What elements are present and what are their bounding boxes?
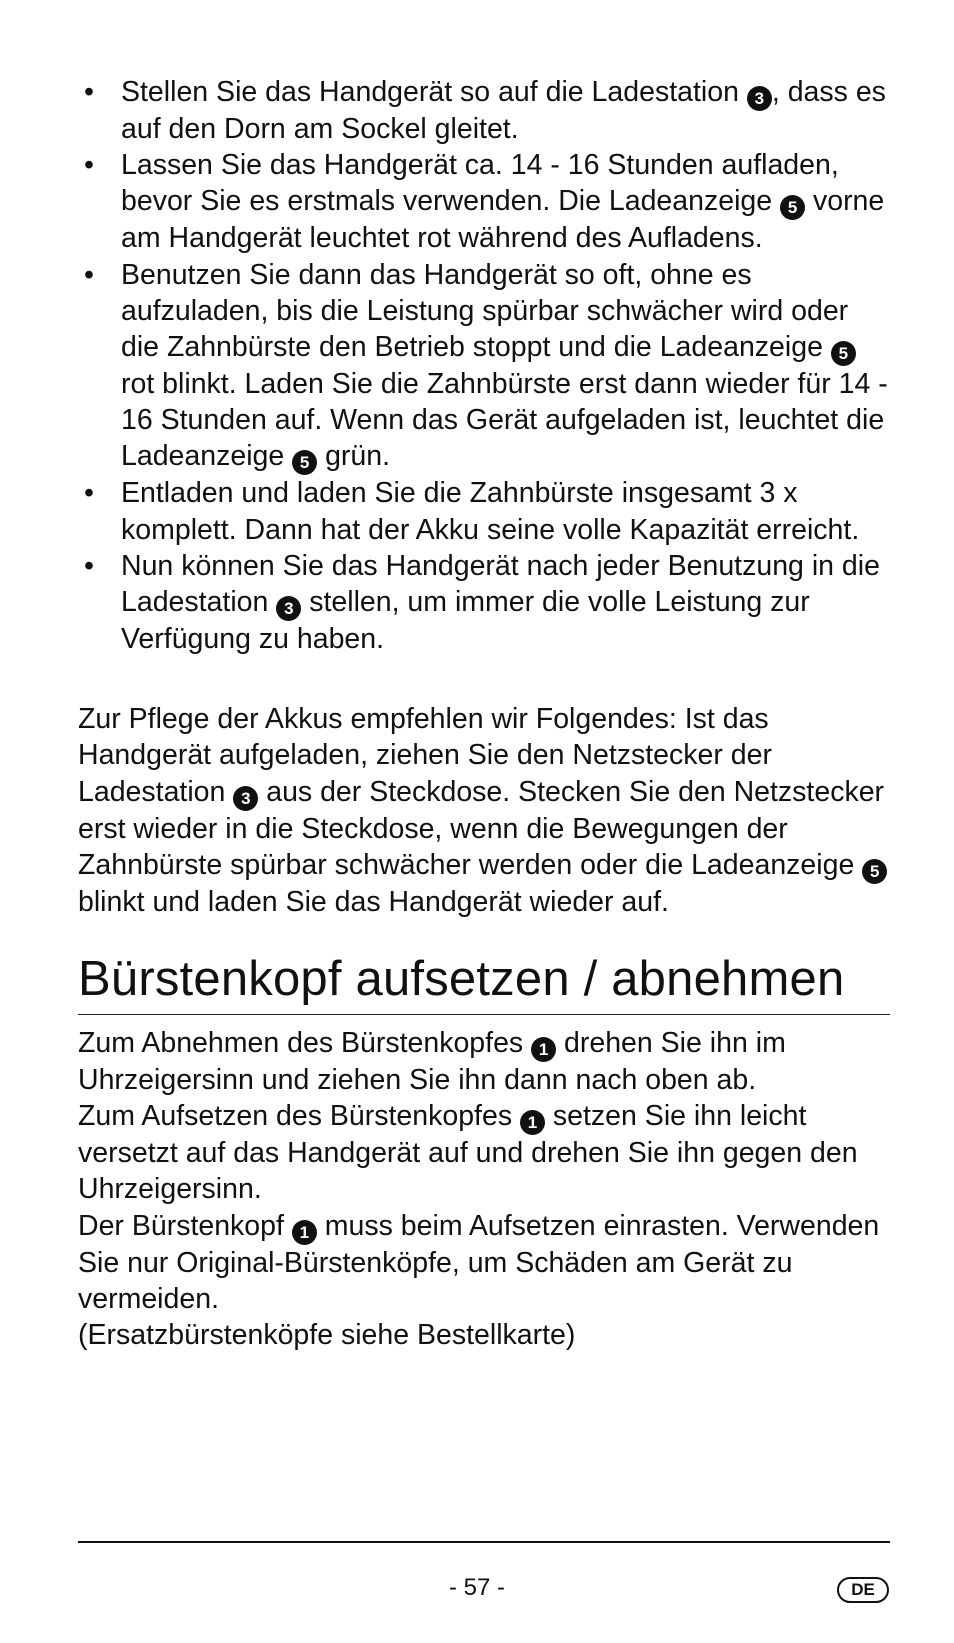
instruction-list xyxy=(78,74,890,657)
list-item xyxy=(78,74,890,147)
bullet-icon: • xyxy=(84,149,94,182)
list-item xyxy=(78,548,890,657)
list-item-text: Benutzen Sie dann das Handgerät so oft, ohne es aufzuladen, bis die Leistung spürbar schwächer wird oder die Zahnbürste den Betrieb stoppt und die Ladeanzeige xyxy=(121,258,849,364)
number-5-icon: 5 xyxy=(862,859,887,884)
list-item-text: stellen, um immer die volle Leistung zur Verfügung zu haben. xyxy=(121,586,810,656)
section-heading: Bürstenkopf aufsetzen / abnehmen xyxy=(78,950,890,1015)
paragraph-text: drehen Sie ihn im Uhrzeigersinn und ziehen Sie ihn dann nach oben ab. xyxy=(78,1027,786,1097)
bullet-icon: • xyxy=(84,549,94,582)
bullet-icon: • xyxy=(84,76,94,108)
section-paragraph xyxy=(78,1317,890,1353)
bullet-icon: • xyxy=(84,258,94,291)
paragraph-text: Zum Abnehmen des Bürstenkopfes xyxy=(78,1027,532,1060)
list-item xyxy=(78,147,890,256)
paragraph-text: setzen Sie ihn leicht versetzt auf das Handgerät auf und drehen Sie ihn gegen den Uhrzeigersinn. xyxy=(78,1100,858,1206)
number-5-icon: 5 xyxy=(292,450,317,475)
paragraph-text: (Ersatzbürstenköpfe siehe Bestellkarte) xyxy=(78,1319,576,1352)
list-item-text: rot blinkt. Laden Sie die Zahnbürste erst dann wieder für 14 - 16 Stunden auf. Wenn das Gerät aufgeladen ist, leuchtet die Ladeanzeige xyxy=(121,368,888,473)
paragraph-text: blinkt und laden Sie das Handgerät wieder auf. xyxy=(78,885,669,918)
number-3-icon: 3 xyxy=(747,86,772,111)
list-item-text: , dass es auf den Dorn am Sockel gleitet. xyxy=(121,76,886,145)
manual-page xyxy=(78,74,890,1353)
list-item-text: Stellen Sie das Handgerät so auf die Ladestation xyxy=(121,76,747,108)
list-item xyxy=(78,475,890,547)
paragraph-text: aus der Steckdose. Stecken Sie den Netzstecker erst wieder in die Steckdose, wenn die Bewegungen der Zahnbürste spürbar schwächer werden oder die Ladeanzeige xyxy=(78,775,885,881)
list-item xyxy=(78,257,890,476)
care-paragraph xyxy=(78,701,890,920)
number-5-icon: 5 xyxy=(780,195,805,220)
list-item-text: Entladen und laden Sie die Zahnbürste insgesamt 3 x komplett. Dann hat der Akku seine volle Kapazität erreicht. xyxy=(121,477,860,546)
number-1-icon: 1 xyxy=(292,1220,317,1245)
section-paragraph xyxy=(78,1098,890,1207)
list-item-text: Nun können Sie das Handgerät nach jeder Benutzung in die Ladestation xyxy=(121,549,880,619)
paragraph-text: Zum Aufsetzen des Bürstenkopfes xyxy=(78,1100,520,1133)
list-item-text: Lassen Sie das Handgerät ca. 14 - 16 Stunden aufladen, bevor Sie es erstmals verwenden. Die Ladeanzeige xyxy=(121,149,839,218)
number-1-icon: 1 xyxy=(520,1110,545,1135)
footer-divider xyxy=(78,1541,890,1543)
page-number: - 57 - xyxy=(448,1574,505,1601)
paragraph-text: muss beim Aufsetzen einrasten. Verwenden Sie nur Original-Bürstenköpfe, um Schäden am Gerät zu vermeiden. xyxy=(78,1209,880,1315)
number-3-icon: 3 xyxy=(233,786,258,811)
list-item-text: vorne am Handgerät leuchtet rot während des Aufladens. xyxy=(121,185,885,255)
list-item-text: grün. xyxy=(317,440,391,473)
paragraph-text: Zur Pflege der Akkus empfehlen wir Folgendes: Ist das Handgerät aufgeladen, ziehen Sie den Netzstecker der Ladestation xyxy=(78,703,772,808)
number-3-icon: 3 xyxy=(276,596,301,621)
section-body xyxy=(78,1025,890,1353)
section-paragraph xyxy=(78,1208,890,1317)
number-1-icon: 1 xyxy=(531,1037,556,1062)
number-5-icon: 5 xyxy=(831,341,856,366)
language-badge: DE xyxy=(837,1577,889,1603)
bullet-icon: • xyxy=(84,477,94,510)
paragraph-text: Der Bürstenkopf xyxy=(78,1209,292,1242)
section-paragraph xyxy=(78,1025,890,1098)
